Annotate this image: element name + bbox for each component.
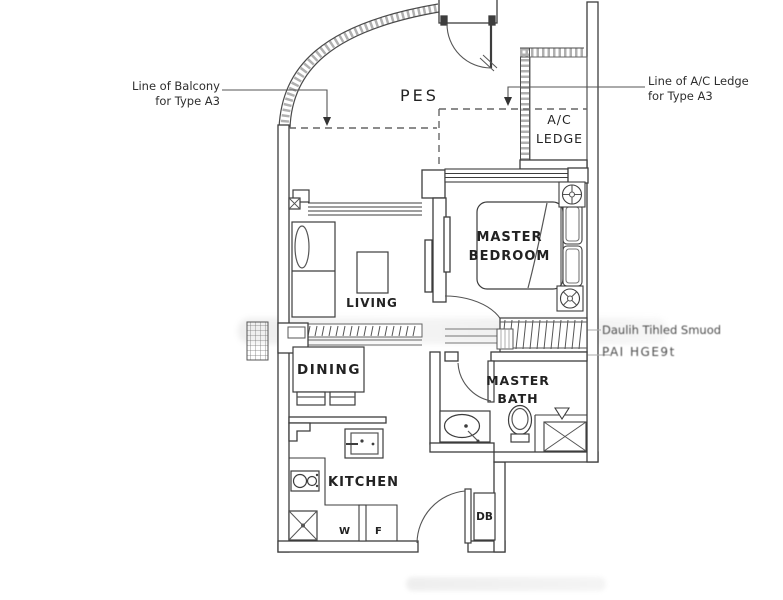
ac-ledge-label-line2: LEDGE: [535, 131, 584, 146]
shower: [535, 408, 587, 452]
vanity-sink: [440, 411, 490, 443]
ceiling-fixture-icon: [559, 182, 585, 207]
ceiling-fixture-icon-2: [557, 286, 583, 311]
side-annotation-line1: Daulih Tihled Smuod: [602, 323, 722, 337]
balcony-annotation-line2: for Type A3: [155, 94, 220, 108]
coffee-table: [357, 252, 388, 293]
outdoor-unit-hatch: [247, 322, 268, 360]
pes-gate: [439, 0, 497, 71]
ac-ledge-annotation-line1: Line of A/C Ledge: [648, 74, 749, 88]
kitchen-sink: [345, 429, 383, 458]
master-bedroom-label-line2: BEDROOM: [468, 249, 551, 264]
ac-ledge-annotation-line2: for Type A3: [648, 89, 713, 103]
ac-ledge-annotation: [648, 74, 749, 104]
entrance-door: [417, 489, 471, 543]
room-label-master-bath: [480, 372, 556, 408]
bedroom-door-arc: [445, 296, 505, 333]
room-label-living: LIVING: [346, 296, 398, 310]
floor-trap-icon: [289, 511, 317, 540]
hob: [291, 471, 319, 491]
room-label-kitchen: KITCHEN: [328, 475, 399, 490]
sofa: [292, 222, 335, 317]
living-sliding-door: [289, 190, 422, 215]
balcony-annotation: [112, 79, 220, 109]
washer-label: W: [339, 526, 352, 537]
balcony-leader: [222, 90, 331, 126]
master-bath-label-line2: BATH: [497, 391, 539, 406]
balcony-annotation-line1: Line of Balcony: [132, 79, 220, 93]
db-label: DB: [476, 511, 493, 523]
ac-ledge-label-line1: A/C: [547, 112, 572, 127]
side-annotation-line2: PAI HGE9t: [602, 345, 676, 359]
side-annotation: [602, 319, 721, 363]
room-label-pes: PES: [400, 86, 439, 105]
bedroom-window: [445, 168, 588, 183]
room-label-ac-ledge: [532, 110, 587, 148]
master-bath-label-line1: MASTER: [486, 373, 550, 388]
fridge-label: F: [375, 526, 383, 537]
room-label-master-bedroom: [452, 228, 567, 266]
room-label-dining: DINING: [297, 362, 361, 378]
master-bedroom-label-line1: MASTER: [476, 230, 543, 245]
bedroom-divider-wall: [422, 170, 450, 302]
balcony-curved-wall: [279, 4, 439, 128]
wardrobe: [445, 318, 587, 352]
toilet: [509, 406, 532, 443]
